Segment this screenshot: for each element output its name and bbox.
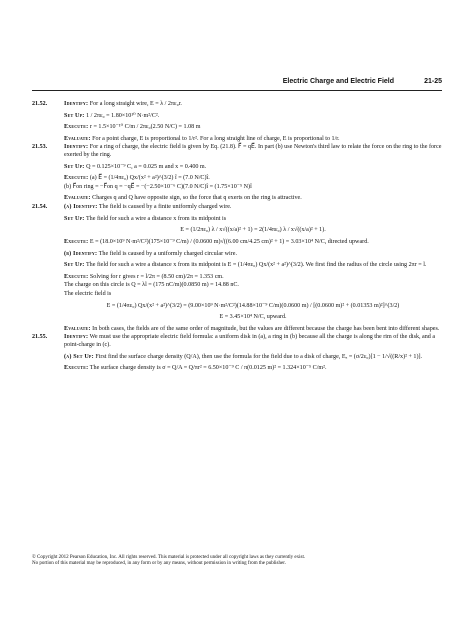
problem-block bbox=[32, 334, 442, 372]
solution-line bbox=[64, 216, 442, 224]
solution-line bbox=[64, 354, 442, 362]
solution-line bbox=[64, 334, 442, 349]
step-text: In both cases, the fields are of the same order of magnitude, but the values are different because the charge has been bent into different shapes. bbox=[92, 325, 440, 332]
equation-line bbox=[64, 303, 442, 311]
solution-line bbox=[64, 124, 442, 132]
step-keyword: Execute: bbox=[64, 124, 89, 131]
equation-line bbox=[64, 314, 442, 322]
problem-block bbox=[32, 101, 442, 143]
header-title: Electric Charge and Electric Field bbox=[282, 78, 394, 85]
step-text: The field is caused by a uniformly charged circular wire. bbox=[98, 250, 237, 257]
copyright-footer bbox=[32, 555, 442, 568]
solution-line bbox=[64, 262, 442, 270]
step-keyword: Set Up: bbox=[64, 262, 85, 269]
solution-line bbox=[64, 274, 442, 282]
solution-line bbox=[64, 326, 442, 334]
step-keyword: Set Up: bbox=[64, 163, 85, 170]
step-text: E = (1/2πε₀) λ / x√((x/a)² + 1) = 2(1/4πε₀) λ / x√((x/a)² + 1). bbox=[180, 227, 326, 234]
step-keyword: Set Up: bbox=[64, 112, 85, 119]
step-keyword: (a) Set Up: bbox=[64, 353, 94, 360]
solution-line bbox=[64, 144, 442, 159]
step-text: E = 3.45×10⁴ N/C, upward. bbox=[219, 314, 287, 321]
solution-line bbox=[64, 365, 442, 373]
step-text: Charges q and Q have opposite sign, so the force that q exerts on the ring is attractive. bbox=[92, 195, 302, 202]
solutions-content bbox=[32, 100, 442, 374]
solution-line bbox=[64, 184, 442, 192]
solution-line bbox=[64, 204, 442, 212]
problem-number: 21.55. bbox=[32, 334, 48, 341]
step-text: For a point charge, E is proportional to 1/r². For a long straight line of charge, E is proportional to 1/r. bbox=[92, 135, 340, 142]
solution-line bbox=[64, 136, 442, 144]
step-text: The electric field is bbox=[64, 290, 112, 297]
step-keyword: Identify: bbox=[64, 101, 89, 107]
step-keyword: Identify: bbox=[64, 144, 89, 151]
solution-line bbox=[64, 239, 442, 247]
step-text: 1 / 2πε₀ = 1.80×10¹⁰ N·m²/C². bbox=[86, 112, 160, 119]
solution-line bbox=[64, 195, 442, 203]
copyright-line-1: © Copyright 2012 Pearson Education, Inc. All rights reserved. This material is protected under all copyright laws as they currently exist. bbox=[32, 555, 306, 560]
step-text: For a long straight wire, E = λ / 2πε₀r. bbox=[89, 101, 182, 107]
step-text: We must use the appropriate electric field formula: a uniform disk in (a), a ring in (b) because all the charge is along the rim of the disk, and a point-charge in (c). bbox=[64, 334, 436, 349]
problem-number: 21.54. bbox=[32, 204, 48, 211]
copyright-line-2: No portion of this material may be reproduced, in any form or by any means, without permission in writing from the publisher. bbox=[32, 561, 286, 567]
solution-line bbox=[64, 251, 442, 259]
header-page-number: 21-25 bbox=[424, 78, 442, 85]
step-keyword: Execute: bbox=[64, 175, 89, 182]
solution-line bbox=[64, 175, 442, 183]
step-keyword: (b) Identify: bbox=[64, 250, 98, 257]
step-keyword: Evaluate: bbox=[64, 135, 91, 142]
problem-number: 21.53. bbox=[32, 144, 48, 151]
solution-line bbox=[64, 282, 442, 290]
step-text: Q = 0.125×10⁻⁹ C, a = 0.025 m and x = 0.400 m. bbox=[86, 163, 207, 170]
step-text: Solving for r gives r = l/2π = (8.50 cm)/2π = 1.353 cm. bbox=[89, 273, 224, 280]
step-keyword: Set Up: bbox=[64, 215, 85, 222]
equation-line bbox=[64, 227, 442, 235]
step-keyword: Evaluate: bbox=[64, 325, 91, 332]
solution-line bbox=[64, 113, 442, 121]
step-text: The field is caused by a finite uniformly charged wire. bbox=[98, 204, 232, 211]
step-text: The field for such a wire a distance x from its midpoint is E = (1/4πε₀) Qx/(x² + a²)^(3/2). We first find the radius of the circle using 2πr = l. bbox=[85, 262, 427, 269]
step-keyword: (a) Identify: bbox=[64, 204, 98, 211]
step-keyword: Execute: bbox=[64, 273, 89, 280]
step-text: The surface charge density is σ = Q/A = Q/πr² = 6.50×10⁻⁹ C / π(0.0125 m)² = 1.324×10⁻⁵ C/m². bbox=[89, 365, 327, 372]
step-keyword: Identify: bbox=[64, 334, 89, 341]
step-keyword: Execute: bbox=[64, 365, 89, 372]
step-keyword: Evaluate: bbox=[64, 195, 91, 202]
step-text: (b) F⃗on ring = −F⃗on q = −qE⃗ = −(−2.50×10⁻⁶ C)(7.0 N/C)î = (1.75×10⁻⁵ N)î bbox=[64, 183, 252, 190]
step-text: (a) E⃗ = (1/4πε₀) Qx/(x² + a²)^(3/2) î = (7.0 N/C)î. bbox=[89, 175, 210, 182]
solution-line bbox=[64, 164, 442, 172]
step-text: r = 1.5×10⁻¹⁰ C/m / 2πε₀(2.50 N/C) = 1.08 m bbox=[89, 124, 201, 131]
step-keyword: Execute: bbox=[64, 238, 89, 245]
step-text: First find the surface charge density (Q/A), then use the formula for the field due to a disk of charge, Eₓ = (σ/2ε₀)[1 − 1/√((R/x)² + 1)]. bbox=[95, 353, 423, 360]
solution-line bbox=[64, 291, 442, 299]
step-text: For a ring of charge, the electric field is given by Eq. (21.8). F⃗ = qE⃗. In part (b) use Newton's third law to relate the force on the ring to the force exerted by the ring. bbox=[64, 144, 442, 159]
problem-block bbox=[32, 144, 442, 203]
problem-block bbox=[32, 204, 442, 333]
step-text: The field for such a wire a distance x from its midpoint is bbox=[85, 215, 227, 222]
step-text: E = (1/4πε₀) Qx/(x² + a²)^(3/2) = (9.00×10⁹ N·m²/C²)(14.88×10⁻⁹ C/m)(0.0600 m) / [(0.0600 m)² + (0.01353 m)²]^(3/2) bbox=[106, 302, 400, 309]
problem-number: 21.52. bbox=[32, 101, 48, 107]
solution-line bbox=[64, 101, 442, 109]
step-text: The charge on this circle is Q = λl = (175 nC/m)(0.0850 m) = 14.88 nC. bbox=[64, 282, 239, 289]
step-text: E = (18.0×10⁹ N·m²/C²)(175×10⁻⁹ C/m) / (0.0600 m)√((6.00 cm/4.25 cm)² + 1) = 3.03×10⁴ N/C, directed upward. bbox=[89, 238, 369, 245]
page-header bbox=[32, 78, 442, 91]
